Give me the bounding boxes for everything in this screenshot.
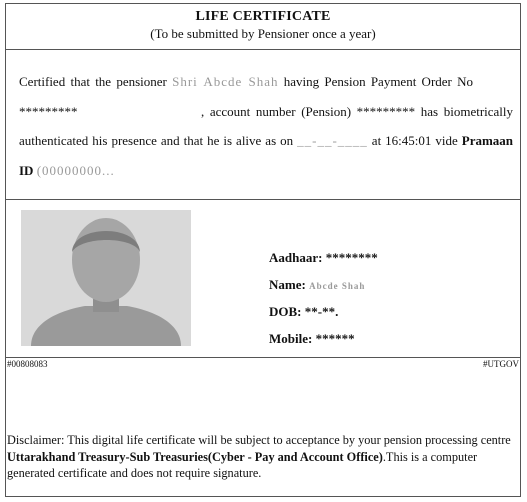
dob-value: **-**.	[304, 304, 339, 319]
mobile-label: Mobile:	[269, 331, 313, 346]
mobile-row	[269, 325, 378, 352]
dob-label: DOB:	[269, 304, 302, 319]
pramaan-label: Pramaan ID	[19, 133, 514, 178]
pensioner-name: Shri Abcde Shah	[172, 74, 279, 89]
reference-ids	[5, 359, 521, 373]
pensioner-details	[269, 244, 378, 352]
dob-row	[269, 298, 378, 325]
avatar-placeholder-icon	[21, 210, 191, 346]
statement-text-3: , account number (Pension)	[200, 103, 352, 119]
certificate-title: LIFE CERTIFICATE	[195, 9, 331, 24]
statement-text-1: Certified that the pensioner	[19, 74, 167, 89]
processing-centre: Uttarakhand Treasury-Sub Treasuries(Cyber - Pay and Account Office)	[7, 449, 383, 464]
pramaan-id: (00000000...	[36, 162, 115, 178]
statement-text-2: having Pension Payment Order No	[283, 74, 474, 89]
name-value: Abcde Shah	[309, 281, 366, 291]
certificate-subtitle: (To be submitted by Pensioner once a year)	[150, 26, 376, 41]
aadhaar-row	[269, 244, 378, 271]
aadhaar-value: ********	[325, 250, 378, 265]
photo-section	[5, 200, 521, 358]
disclaimer-text-2: .This is a computer generated certificate and does not require signature.	[7, 449, 478, 480]
alive-date: __-__-____	[297, 133, 368, 148]
reference-id-left: #00808083	[7, 359, 48, 369]
ppo-number: *********	[19, 103, 78, 119]
pensioner-photo	[21, 210, 191, 346]
aadhaar-label: Aadhaar:	[269, 250, 323, 265]
certificate-header	[5, 3, 521, 50]
statement-text-5: at 16:45:01 vide	[371, 133, 458, 148]
reference-id-right: #UTGOV	[483, 359, 519, 369]
certificate-body	[5, 50, 521, 200]
account-number: *********	[356, 103, 416, 119]
name-row	[269, 271, 378, 298]
disclaimer	[7, 432, 519, 482]
name-label: Name:	[269, 277, 306, 292]
disclaimer-text-1: Disclaimer: This digital life certificate will be subject to acceptance by your pension processing centre	[7, 433, 511, 447]
certificate-statement	[19, 67, 513, 185]
mobile-value: ******	[315, 331, 355, 346]
statement-text-4: has biometrically authenticated his presence and that he is alive as on	[19, 103, 514, 148]
